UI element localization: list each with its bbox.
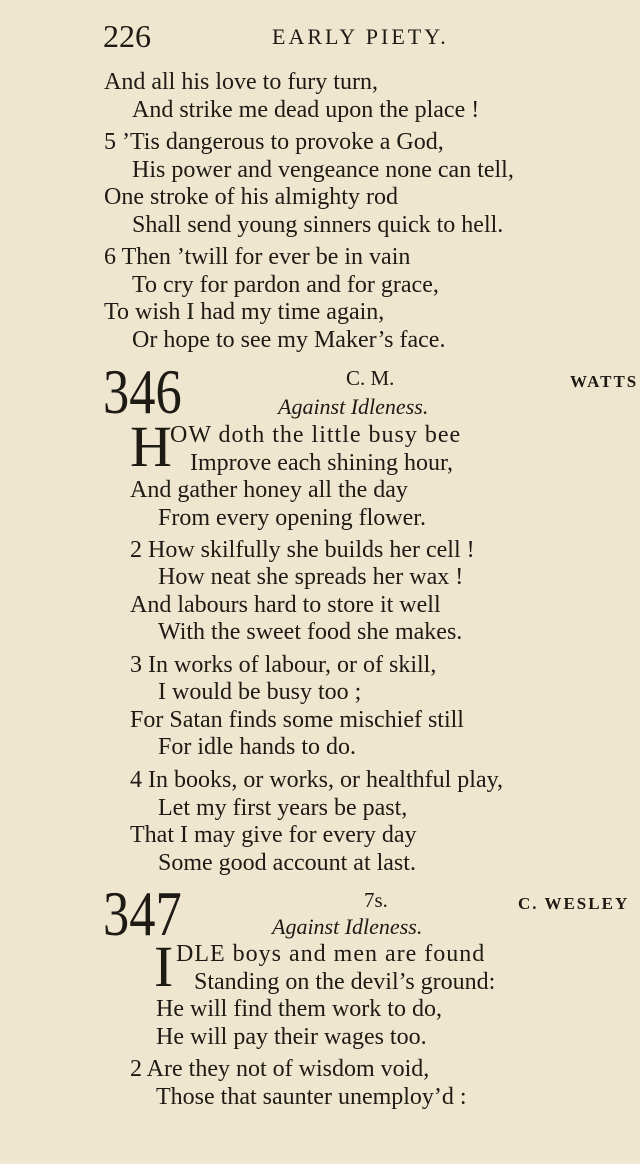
- verse-line: For Satan finds some mischief still: [130, 707, 464, 733]
- verse-line: Shall send young sinners quick to hell.: [132, 212, 504, 238]
- verse-line: His power and vengeance none can tell,: [132, 157, 514, 183]
- hymn-subject: Against Idleness.: [278, 394, 429, 419]
- drop-cap: H: [130, 414, 172, 479]
- running-head: EARLY PIETY.: [272, 24, 449, 49]
- hymn-number: 347: [103, 878, 182, 949]
- verse-line: And all his love to fury turn,: [104, 69, 378, 95]
- verse-line: How neat she spreads her wax !: [158, 564, 464, 590]
- verse-line: Let my first years be past,: [158, 795, 408, 821]
- verse-line: And gather honey all the day: [130, 477, 408, 503]
- verse-line: With the sweet food she makes.: [158, 619, 463, 645]
- page-number: 226: [103, 18, 151, 54]
- verse-line: 6 Then ’twill for ever be in vain: [104, 244, 411, 270]
- verse-line: To wish I had my time again,: [104, 299, 385, 325]
- hymn-author: WATTS: [570, 372, 639, 391]
- verse-line: 3 In works of labour, or of skill,: [130, 652, 437, 678]
- verse-line: DLE boys and men are found: [176, 941, 486, 967]
- verse-line: And labours hard to store it well: [130, 592, 441, 618]
- verse-line: 4 In books, or works, or healthful play,: [130, 767, 504, 793]
- verse-line: He will pay their wages too.: [156, 1024, 427, 1050]
- verse-line: He will find them work to do,: [156, 996, 442, 1022]
- verse-line: One stroke of his almighty rod: [104, 184, 398, 210]
- verse-line: 5 ’Tis dangerous to provoke a God,: [104, 129, 444, 155]
- drop-cap: I: [154, 934, 174, 999]
- verse-line: 2 Are they not of wisdom void,: [130, 1056, 430, 1082]
- verse-line: Some good account at last.: [158, 850, 416, 876]
- hymn-meter: C. M.: [346, 366, 395, 390]
- verse-line: Those that saunter unemploy’d :: [156, 1084, 467, 1110]
- verse-line: To cry for pardon and for grace,: [132, 272, 439, 298]
- verse-line: Improve each shining hour,: [190, 450, 453, 476]
- verse-line: That I may give for every day: [130, 822, 417, 848]
- hymn-author: C. WESLEY: [518, 894, 630, 913]
- hymn-subject: Against Idleness.: [272, 914, 423, 939]
- verse-line: Or hope to see my Maker’s face.: [132, 327, 446, 353]
- hymn-number: 346: [103, 356, 182, 427]
- verse-line: 2 How skilfully she builds her cell !: [130, 537, 475, 563]
- verse-line: I would be busy too ;: [158, 679, 362, 705]
- verse-line: And strike me dead upon the place !: [132, 97, 480, 123]
- verse-line: From every opening flower.: [158, 505, 426, 531]
- verse-line: OW doth the little busy bee: [170, 422, 462, 448]
- hymn-meter: 7s.: [364, 888, 388, 912]
- verse-line: For idle hands to do.: [158, 734, 356, 760]
- verse-line: Standing on the devil’s ground:: [194, 969, 496, 995]
